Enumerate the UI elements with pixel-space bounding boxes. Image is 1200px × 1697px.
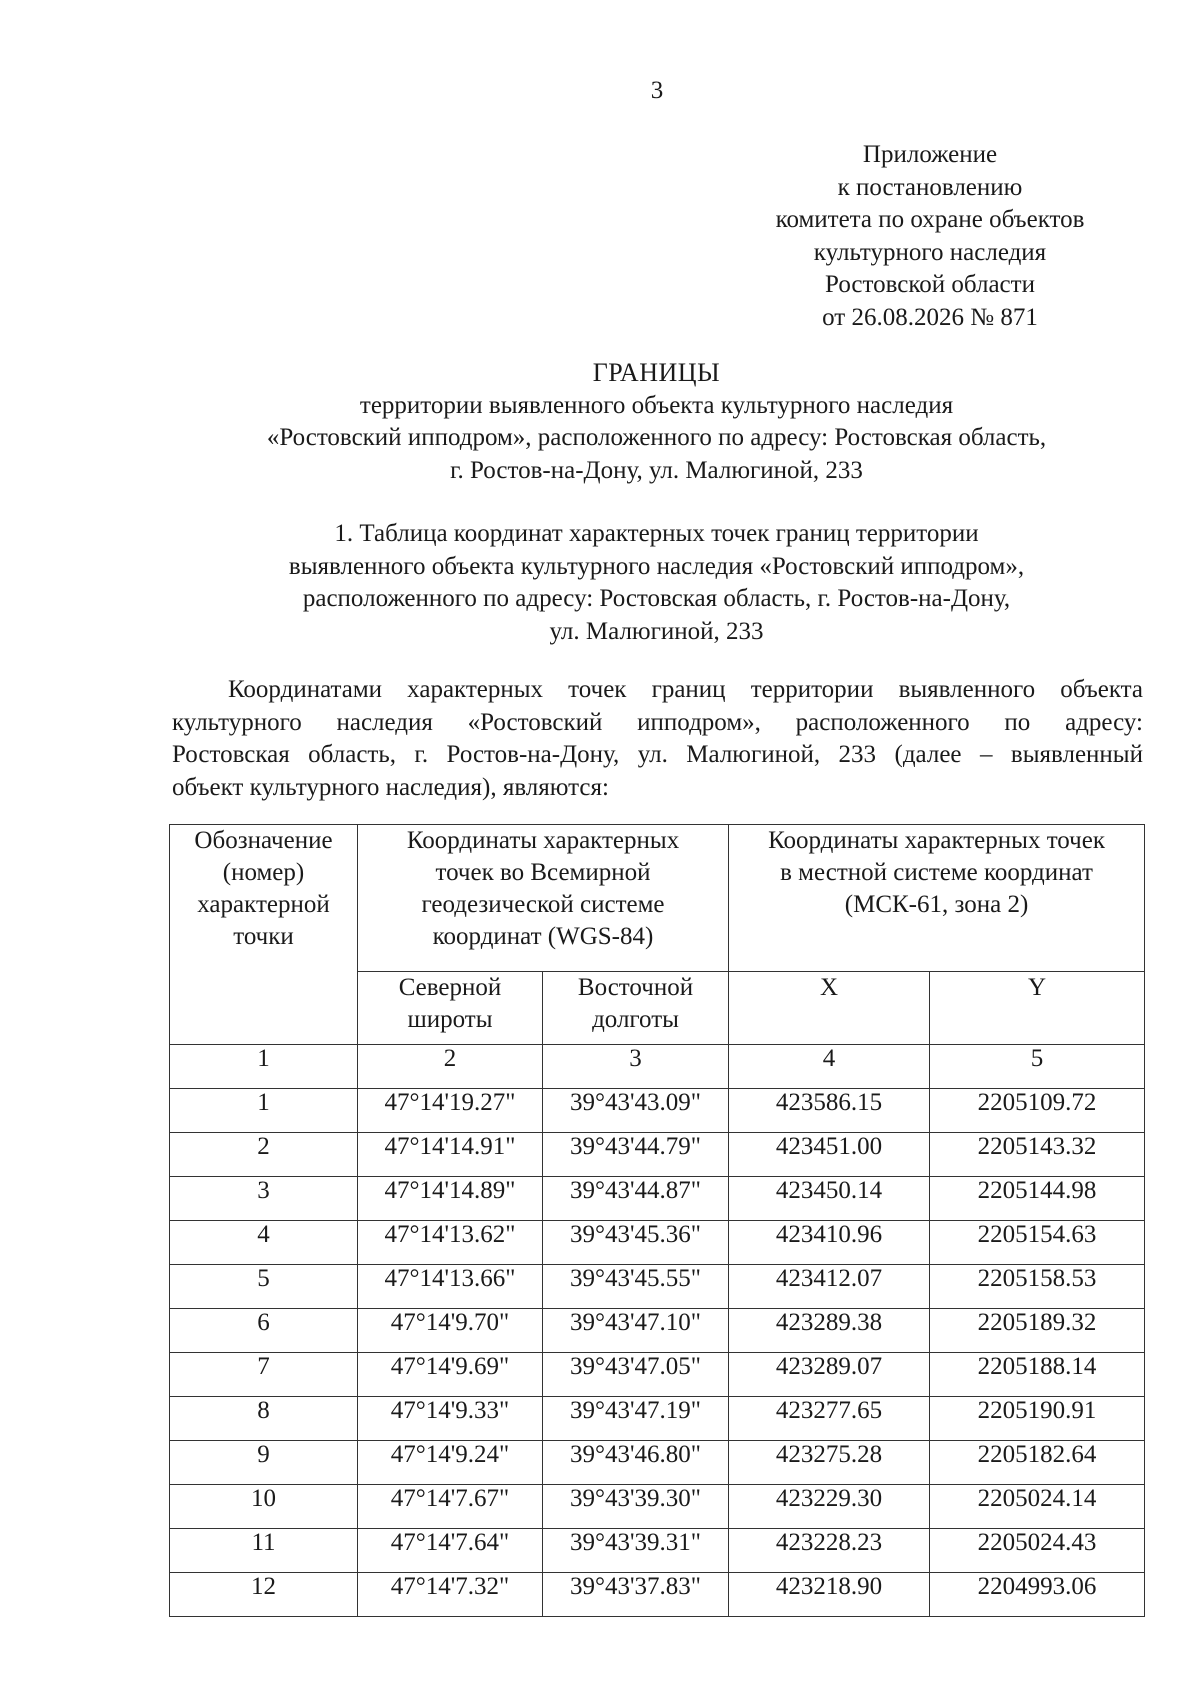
- header-text: (номер): [222, 859, 305, 886]
- appendix-line: культурного наследия: [813, 238, 1047, 266]
- appendix-line: Приложение: [862, 141, 998, 168]
- table-cell: 2205190.91: [930, 1397, 1145, 1441]
- table-row: [170, 1177, 1145, 1221]
- table-cell: 423229.30: [729, 1485, 930, 1529]
- table-cell: 47°14'14.91": [358, 1133, 543, 1177]
- header-text: точек во Всемирной: [435, 859, 651, 886]
- table-cell: 423450.14: [729, 1177, 930, 1221]
- table-cell: 8: [170, 1397, 358, 1441]
- header-y-cell: Y: [930, 972, 1145, 1045]
- table-cell: 9: [170, 1441, 358, 1485]
- table-row: [170, 1529, 1145, 1573]
- table-cell: 423228.23: [729, 1529, 930, 1573]
- table-cell: 2205154.63: [930, 1221, 1145, 1265]
- title-line: г. Ростов-на-Дону, ул. Малюгиной, 233: [450, 456, 863, 484]
- table-cell: 4: [170, 1221, 358, 1265]
- table-cell: 423412.07: [729, 1265, 930, 1309]
- table-cell: 2204993.06: [930, 1573, 1145, 1617]
- table-cell: 39°43'43.09": [543, 1089, 729, 1133]
- table-row: [170, 1265, 1145, 1309]
- paragraph-line: Ростовская область, г. Ростов-на-Дону, ул. Малюгиной, 233 (далее – выявленный: [172, 741, 1143, 768]
- table-cell: 11: [170, 1529, 358, 1573]
- table-cell: 39°43'47.05": [543, 1353, 729, 1397]
- table-cell: 423451.00: [729, 1133, 930, 1177]
- table-header-row: [170, 825, 1145, 972]
- section-line: ул. Малюгиной, 233: [549, 617, 764, 645]
- table-row: [170, 1089, 1145, 1133]
- table-row: [170, 1441, 1145, 1485]
- table-cell: 47°14'13.62": [358, 1221, 543, 1265]
- table-cell: 39°43'45.36": [543, 1221, 729, 1265]
- header-text: Северной: [398, 974, 502, 1001]
- table-cell: 5: [170, 1265, 358, 1309]
- table-row: [170, 1221, 1145, 1265]
- title-line: «Ростовский ипподром», расположенного по адресу: Ростовская область,: [266, 424, 1047, 451]
- table-cell: 47°14'14.89": [358, 1177, 543, 1221]
- appendix-line: Ростовской области: [825, 271, 1035, 298]
- paragraph-line: Координатами характерных точек границ территории выявленного объекта: [228, 676, 1143, 703]
- header-text: Восточной: [577, 974, 694, 1001]
- paragraph-line: культурного наследия «Ростовский ипподром», расположенного по адресу:: [172, 708, 1143, 736]
- table-cell: 47°14'7.32": [358, 1573, 543, 1617]
- table-cell: 2205158.53: [930, 1265, 1145, 1309]
- table-cell: 2205189.32: [930, 1309, 1145, 1353]
- table-cell: 423289.07: [729, 1353, 930, 1397]
- section-line: расположенного по адресу: Ростовская область, г. Ростов-на-Дону,: [302, 585, 1011, 612]
- header-text: точки: [233, 923, 294, 950]
- header-point-cell: [170, 825, 358, 1045]
- appendix-line: к постановлению: [837, 173, 1023, 201]
- page-number: 3: [650, 77, 664, 104]
- header-msk-cell: [729, 825, 1145, 972]
- header-x-cell: X: [729, 972, 930, 1045]
- table-cell: 6: [170, 1309, 358, 1353]
- table-cell: 423586.15: [729, 1089, 930, 1133]
- table-cell: 7: [170, 1353, 358, 1397]
- table-row: [170, 1573, 1145, 1617]
- document-title: [170, 357, 1143, 487]
- section-line: выявленного объекта культурного наследия «Ростовский ипподром»,: [288, 552, 1025, 580]
- table-cell: 39°43'47.19": [543, 1397, 729, 1441]
- table-cell: 2205182.64: [930, 1441, 1145, 1485]
- table-cell: 2: [170, 1133, 358, 1177]
- header-text: Координаты характерных: [406, 827, 680, 854]
- table-cell: 2205143.32: [930, 1133, 1145, 1177]
- header-text: координат (WGS-84): [432, 923, 654, 950]
- table-cell: 39°43'37.83": [543, 1573, 729, 1617]
- table-row: [170, 1309, 1145, 1353]
- table-cell: 3: [170, 1177, 358, 1221]
- table-row: [170, 1397, 1145, 1441]
- header-text: в местной системе координат: [780, 859, 1093, 886]
- table-cell: 10: [170, 1485, 358, 1529]
- table-cell: 47°14'19.27": [358, 1089, 543, 1133]
- table-cell: 2205188.14: [930, 1353, 1145, 1397]
- table-cell: 47°14'7.64": [358, 1529, 543, 1573]
- header-east-cell: [543, 972, 729, 1045]
- column-number: 4: [729, 1045, 930, 1089]
- table-cell: 39°43'45.55": [543, 1265, 729, 1309]
- table-row: [170, 1353, 1145, 1397]
- table-cell: 423218.90: [729, 1573, 930, 1617]
- header-text: широты: [407, 1006, 493, 1033]
- header-text: (МСК-61, зона 2): [844, 891, 1029, 918]
- table-cell: 47°14'9.24": [358, 1441, 543, 1485]
- table-cell: 423277.65: [729, 1397, 930, 1441]
- intro-paragraph: [172, 674, 1143, 804]
- table-cell: 2205144.98: [930, 1177, 1145, 1221]
- table-cell: 1: [170, 1089, 358, 1133]
- column-number: 3: [543, 1045, 729, 1089]
- table-cell: 47°14'9.33": [358, 1397, 543, 1441]
- table-cell: 47°14'9.69": [358, 1353, 543, 1397]
- table-cell: 47°14'7.67": [358, 1485, 543, 1529]
- table-cell: 47°14'9.70": [358, 1309, 543, 1353]
- table-cell: 2205024.14: [930, 1485, 1145, 1529]
- title-main: ГРАНИЦЫ: [592, 358, 721, 387]
- section-line: 1. Таблица координат характерных точек границ территории: [334, 520, 979, 547]
- header-wgs-cell: [358, 825, 729, 972]
- coordinates-table: [169, 824, 1145, 1617]
- table-cell: 2205109.72: [930, 1089, 1145, 1133]
- header-north-cell: [358, 972, 543, 1045]
- table-cell: 39°43'44.79": [543, 1133, 729, 1177]
- table-cell: 39°43'44.87": [543, 1177, 729, 1221]
- header-text: Обозначение: [194, 827, 333, 854]
- header-text: долготы: [592, 1006, 679, 1033]
- table-cell: 39°43'46.80": [543, 1441, 729, 1485]
- appendix-line: комитета по охране объектов: [775, 206, 1085, 233]
- table-cell: 423289.38: [729, 1309, 930, 1353]
- header-text: Координаты характерных точек: [768, 827, 1105, 854]
- section-heading: [170, 518, 1143, 648]
- table-cell: 423410.96: [729, 1221, 930, 1265]
- table-cell: 39°43'39.30": [543, 1485, 729, 1529]
- column-number: 2: [358, 1045, 543, 1089]
- column-number: 1: [170, 1045, 358, 1089]
- header-text: характерной: [197, 891, 330, 918]
- paragraph-line: объект культурного наследия), являются:: [172, 773, 609, 801]
- title-line: территории выявленного объекта культурного наследия: [359, 391, 954, 419]
- column-number-row: [170, 1045, 1145, 1089]
- table-cell: 423275.28: [729, 1441, 930, 1485]
- appendix-block: [730, 139, 1130, 334]
- table-cell: 47°14'13.66": [358, 1265, 543, 1309]
- header-text: геодезической системе: [421, 891, 665, 918]
- column-number: 5: [930, 1045, 1145, 1089]
- table-cell: 39°43'47.10": [543, 1309, 729, 1353]
- table-cell: 39°43'39.31": [543, 1529, 729, 1573]
- table-row: [170, 1133, 1145, 1177]
- table-cell: 12: [170, 1573, 358, 1617]
- table-row: [170, 1485, 1145, 1529]
- table-cell: 2205024.43: [930, 1529, 1145, 1573]
- appendix-date-line: от 26.08.2026 № 871: [822, 303, 1038, 331]
